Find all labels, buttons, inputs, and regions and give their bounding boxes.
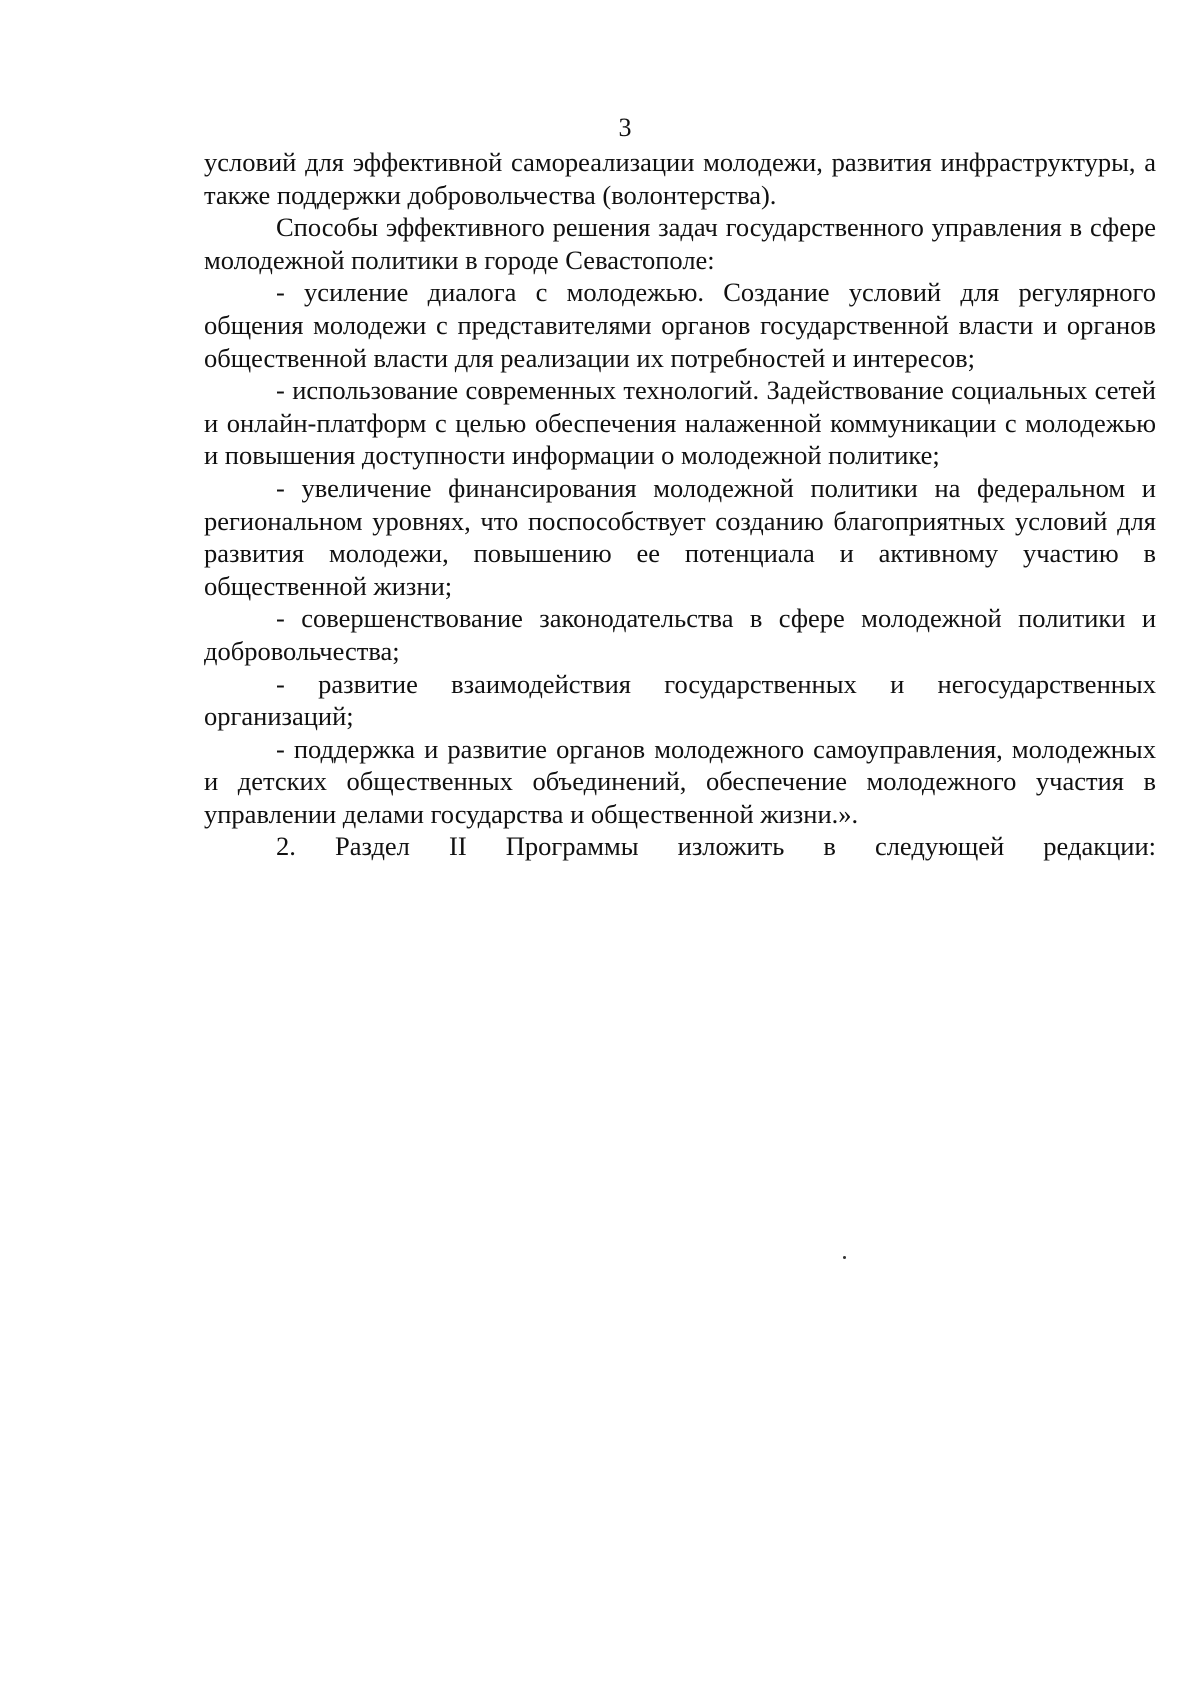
page-number: 3: [618, 113, 632, 142]
document-body: [204, 146, 1156, 863]
paragraph-cooperation: - развитие взаимодействия государственных и негосударственных организаций;: [204, 668, 1156, 732]
paragraph-intro-continuation: условий для эффективной самореализации молодежи, развития инфраструктуры, а также поддержки добровольчества (волонтерства).: [204, 147, 1156, 210]
paragraph-technologies: - использование современных технологий. Задействование социальных сетей и онлайн-платформ с целью обеспечения налаженной коммуникации с молодежью и повышения доступности информации о молодежной политике;: [204, 375, 1156, 471]
paragraph-section-two: 2. Раздел II Программы изложить в следующей редакции:: [276, 831, 1156, 862]
paragraph-financing: - увеличение финансирования молодежной политики на федеральном и региональном уровнях, что поспособствует созданию благоприятных условий для развития молодежи, повышению ее потенциала и активному участию в общественной жизни;: [204, 472, 1156, 601]
scan-speck: [843, 1256, 846, 1259]
paragraph-methods-heading: Способы эффективного решения задач государственного управления в сфере молодежной политики в городе Севастополе:: [204, 212, 1156, 275]
paragraph-self-government: - поддержка и развитие органов молодежного самоуправления, молодежных и детских общественных объединений, обеспечение молодежного участия в управлении делами государства и общественной жизни.».: [204, 733, 1156, 829]
paragraph-dialogue: - усиление диалога с молодежью. Создание условий для регулярного общения молодежи с представителями органов государственной власти и органов общественной власти для реализации их потребностей и интересов;: [204, 277, 1156, 373]
paragraph-legislation: - совершенствование законодательства в сфере молодежной политики и добровольчества;: [204, 603, 1156, 666]
